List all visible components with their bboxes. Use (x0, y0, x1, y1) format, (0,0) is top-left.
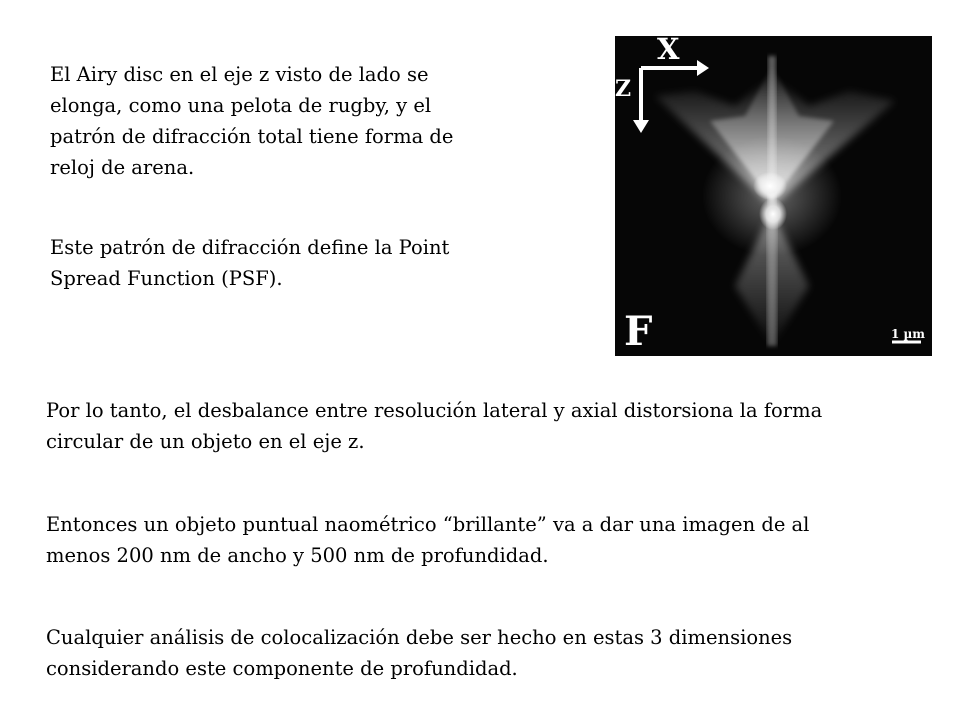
airy-core-lower (759, 198, 787, 230)
psf-figure (615, 32, 932, 356)
text-line: El Airy disc en el eje z visto de lado se (50, 63, 429, 86)
paragraph-axial-distortion (46, 395, 822, 457)
airy-core-upper (753, 172, 787, 200)
text-line: menos 200 nm de ancho y 500 nm de profundidad. (46, 544, 549, 567)
x-axis-label: X (657, 32, 680, 66)
paragraph-airy-disc (50, 59, 453, 183)
paragraph-colocalization (46, 622, 792, 684)
text-line: Por lo tanto, el desbalance entre resolución lateral y axial distorsiona la forma (46, 399, 823, 422)
text-line: patrón de difracción total tiene forma de (50, 125, 454, 148)
text-line: Entonces un objeto puntual naométrico “brillante” va a dar una imagen de al (46, 513, 810, 536)
psf-image (615, 36, 932, 356)
text-line: Este patrón de difracción define la Point (50, 236, 450, 259)
z-axis-label: Z (615, 76, 632, 102)
paragraph-point-object (46, 509, 809, 571)
text-line: Spread Function (PSF). (50, 267, 283, 290)
text-line: circular de un objeto en el eje z. (46, 430, 365, 453)
text-line: elonga, como una pelota de rugby, y el (50, 94, 432, 117)
z-arrow-head (633, 120, 649, 133)
scale-bar-label: 1 µm (891, 327, 926, 341)
paragraph-psf-definition (50, 232, 449, 294)
text-line: reloj de arena. (50, 156, 195, 179)
x-arrow-head (697, 60, 709, 76)
panel-letter: F (624, 308, 653, 355)
text-line: considerando este componente de profundidad. (46, 657, 518, 680)
text-line: Cualquier análisis de colocalización debe ser hecho en estas 3 dimensiones (46, 626, 793, 649)
